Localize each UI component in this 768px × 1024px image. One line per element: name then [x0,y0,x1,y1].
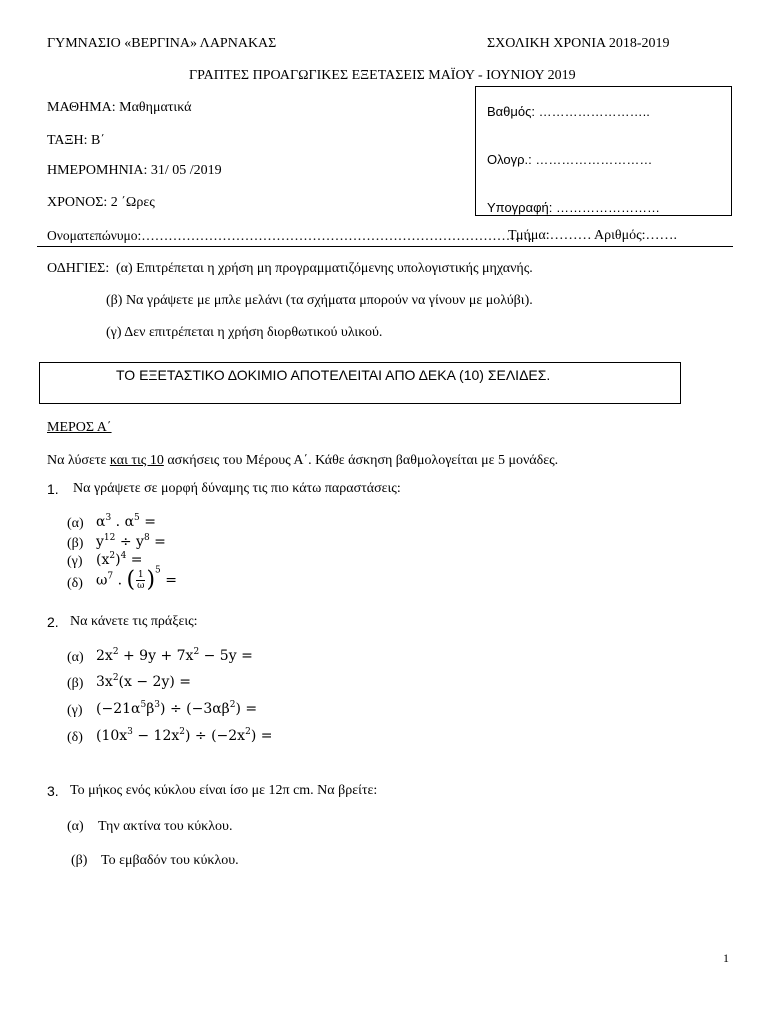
question-1-text: Να γράψετε σε μορφή δύναμης τις πιο κάτω παραστάσεις: [73,481,401,496]
duration-line: ΧΡΟΝΟΣ: 2 ΄Ωρες [47,195,155,210]
grade-field: Βαθμός: …………………….. [487,104,650,119]
q1-c-label: (γ) [67,554,83,569]
student-name-line: Ονοματεπώνυμο:…………………………………………………………………………… [47,228,533,243]
part-a-intro: Να λύσετε και τις 10 ασκήσεις του Μέρους Α΄. Κάθε άσκηση βαθμολογείται με 5 μονάδες. [47,453,559,468]
q2-a-expression: $2x^2 + 9y + 7x^2 - 5y$ = [96,647,253,664]
q3-b-text: Το εμβαδόν του κύκλου. [101,853,239,868]
grade-in-words-field: Ολογρ.: ……………………… [487,152,653,167]
question-1-number: 1. [47,481,59,497]
q3-a-text: Την ακτίνα του κύκλου. [98,819,233,834]
question-3-text: Το μήκος ενός κύκλου είναι ίσο με 12π cm. Να βρείτε: [70,783,378,798]
q2-b-label: (β) [67,676,84,691]
part-a-title: ΜΕΡΟΣ Α΄ [47,420,112,435]
q2-d-expression: $(10x^3 - 12x^2) \div (-2x^2)$ = [96,727,273,744]
q1-b-expression: $y^{12} \div y^8$ = [96,533,166,550]
q1-b-label: (β) [67,536,84,551]
question-3-number: 3. [47,783,59,799]
class-line: ΤΑΞΗ: Β΄ [47,133,106,148]
q2-d-label: (δ) [67,730,83,745]
header-divider [37,246,733,247]
school-year: ΣΧΟΛΙΚΗ ΧΡΟΝΙΑ 2018-2019 [487,36,670,51]
q2-b-expression: $3x^2(x - 2y)$ = [96,673,191,690]
date-line: ΗΜΕΡΟΜΗΝΙΑ: 31/ 05 /2019 [47,163,222,178]
section-line: Τμήμα:……… [508,228,592,243]
exam-title: ΓΡΑΠΤΕΣ ΠΡΟΑΓΩΓΙΚΕΣ ΕΞΕΤΑΣΕΙΣ ΜΑΪΟΥ - ΙΟΥΝΙΟΥ 2019 [189,68,576,83]
fraction-one-over-omega: $\frac{1}{\omega}$ [137,570,145,591]
notice-text: ΤΟ ΕΞΕΤΑΣΤΙΚΟ ΔΟΚΙΜΙΟ ΑΠΟΤΕΛΕΙΤΑΙ ΑΠΟ ΔΕΚΑ (10) ΣΕΛΙΔΕΣ. [116,367,551,383]
q1-d-label: (δ) [67,576,83,591]
question-2-number: 2. [47,614,59,630]
question-2-text: Να κάνετε τις πράξεις: [70,614,198,629]
instruction-b: (β) Να γράψετε με μπλε μελάνι (τα σχήματα μπορούν να γίνουν με μολύβι). [106,293,533,308]
q2-a-label: (α) [67,650,84,665]
q2-c-expression: $(-21\alpha^5\beta^3) \div (-3\alpha\beta^2)$ = [96,700,258,717]
q3-b-label: (β) [71,853,88,868]
instructions-label: ΟΔΗΓΙΕΣ: [47,261,110,276]
q2-c-label: (γ) [67,703,83,718]
instruction-a: (α) Επιτρέπεται η χρήση μη προγραμματιζόμενης υπολογιστικής μηχανής. [116,261,533,276]
number-line: Αριθμός:……. [594,228,678,243]
q1-a-label: (α) [67,516,84,531]
subject-line: ΜΑΘΗΜΑ: Μαθηματικά [47,100,192,115]
instruction-c: (γ) Δεν επιτρέπεται η χρήση διορθωτικού υλικού. [106,325,383,340]
signature-field: Υπογραφή: …………………… [487,200,660,215]
page-number: 1 [723,951,729,965]
q1-a-expression: $\alpha^3$ . $\alpha^5$ = [96,513,156,530]
q3-a-label: (α) [67,819,84,834]
school-name: ΓΥΜΝΑΣΙΟ «ΒΕΡΓΙΝΑ» ΛΑΡΝΑΚΑΣ [47,36,277,51]
q1-d-expression: $\omega^7$ . ( $\frac{1}{\omega}$ )$^5$ = [96,565,177,593]
q1-c-expression: $(x^2)^4$ = [96,551,143,568]
